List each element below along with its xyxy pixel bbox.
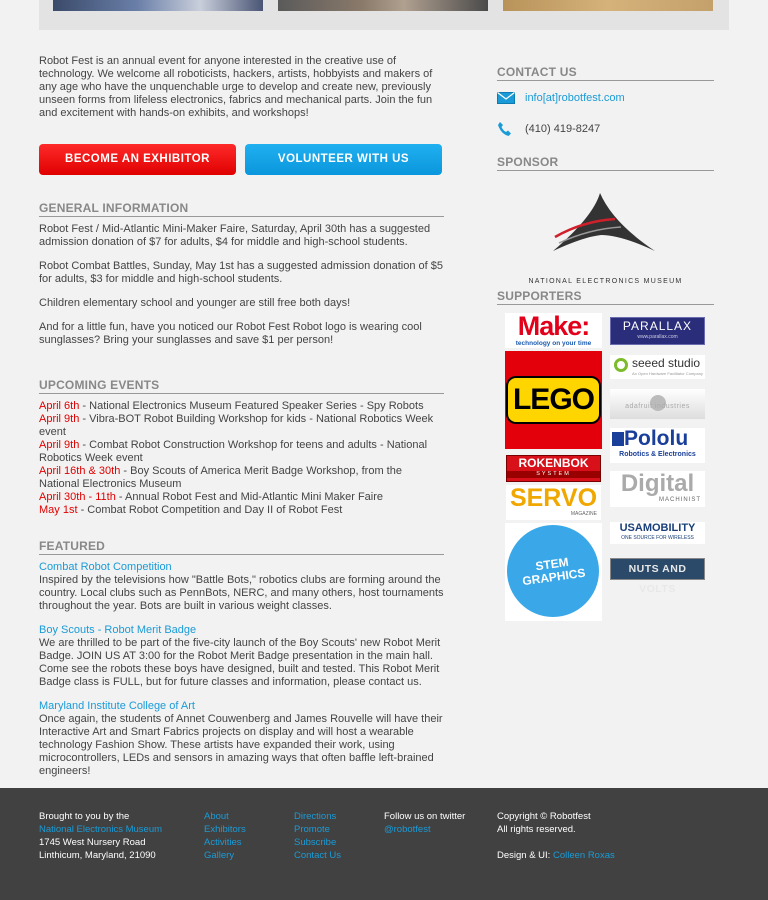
envelope-icon bbox=[497, 92, 525, 104]
footer-link-promote[interactable]: Promote bbox=[294, 824, 330, 835]
event-item bbox=[39, 491, 444, 504]
event-text: - National Electronics Museum Featured Speaker Series - Spy Robots bbox=[79, 400, 424, 412]
parallax-logo[interactable] bbox=[610, 317, 705, 345]
footer-link-activities[interactable]: Activities bbox=[204, 837, 242, 848]
general-paragraph: Robot Combat Battles, Sunday, May 1st has a suggested admission donation of $5 for adults, $3 for middle and high-school students. bbox=[39, 260, 443, 285]
carousel-thumb-3[interactable] bbox=[503, 0, 713, 11]
general-information-heading: GENERAL INFORMATION bbox=[39, 202, 444, 217]
sponsor-logo-graphic bbox=[497, 177, 714, 267]
footer-museum-link[interactable]: National Electronics Museum bbox=[39, 824, 163, 835]
event-text: - Boy Scouts of America Merit Badge Workshop, from the National Electronics Museum bbox=[39, 465, 402, 490]
general-paragraph: Children elementary school and younger are still free both days! bbox=[39, 297, 351, 309]
contact-email-row bbox=[497, 89, 714, 107]
lego-logo-text: LEGO bbox=[506, 376, 601, 424]
footer-copyright-column bbox=[497, 810, 615, 862]
event-date: April 6th bbox=[39, 400, 80, 412]
footer-about-column bbox=[39, 810, 162, 862]
footer-link-gallery[interactable]: Gallery bbox=[204, 850, 235, 861]
featured-body: Once again, the students of Annet Couwenberg and James Rouvelle will have their Interactive Art and Smart Fabrics projects on display and will host a wearable technology Fashion Show. These artists have expanded their work, using microcontrollers, LEDs and sensors in amazing ways that often baffle left-brained engineers! bbox=[39, 713, 443, 777]
footer-link-contact[interactable]: Contact Us bbox=[294, 850, 341, 861]
featured-title-link[interactable]: Maryland Institute College of Art bbox=[39, 700, 195, 712]
sponsor-logo[interactable] bbox=[497, 177, 714, 285]
footer-links-column-1 bbox=[204, 810, 246, 862]
nuts-volts-logo-text: NUTS AND VOLTS bbox=[628, 563, 687, 595]
rokenbok-logo-text: ROKENBOK bbox=[518, 456, 589, 470]
event-text: - Annual Robot Fest and Mid-Atlantic Mini Maker Faire bbox=[115, 491, 384, 503]
seeed-logo-tagline: An Open Hardware Facilitator Company bbox=[632, 371, 703, 376]
upcoming-events-section bbox=[39, 379, 444, 517]
event-date: May 1st bbox=[39, 504, 78, 516]
contact-email-link[interactable]: info[at]robotfest.com bbox=[525, 91, 625, 104]
general-paragraph: Robot Fest / Mid-Atlantic Mini-Maker Faire, Saturday, April 30th has a suggested admission donation of $7 for adults, $4 for middle and high-school students. bbox=[39, 223, 431, 248]
rokenbok-logo[interactable] bbox=[506, 455, 601, 482]
featured-item bbox=[39, 624, 444, 689]
footer-design-credit bbox=[497, 849, 615, 862]
usamobility-logo-tagline: ONE SOURCE FOR WIRELESS bbox=[621, 535, 694, 541]
footer-address-line2: Linthicum, Maryland, 21090 bbox=[39, 850, 156, 861]
event-item bbox=[39, 400, 444, 413]
featured-title-link[interactable]: Combat Robot Competition bbox=[39, 561, 172, 573]
footer-rights: All rights reserved. bbox=[497, 824, 576, 835]
footer-link-subscribe[interactable]: Subscribe bbox=[294, 837, 337, 848]
event-item bbox=[39, 439, 444, 465]
digital-machinist-logo[interactable] bbox=[610, 471, 705, 507]
phone-icon bbox=[497, 121, 525, 137]
pololu-logo[interactable] bbox=[610, 428, 705, 463]
lego-logo[interactable] bbox=[505, 351, 602, 449]
usamobility-logo[interactable] bbox=[610, 522, 705, 544]
stem-logo-text: STEM GRAPHICS bbox=[521, 554, 587, 589]
footer-brought-text: Brought to you by the bbox=[39, 811, 130, 822]
servo-logo[interactable] bbox=[506, 485, 601, 520]
event-date: April 9th bbox=[39, 413, 80, 425]
intro-section bbox=[39, 55, 443, 120]
event-text: - Combat Robot Competition and Day II of Robot Fest bbox=[77, 504, 343, 516]
digital-logo-tagline: MACHINIST bbox=[659, 497, 701, 503]
footer-designer-link[interactable]: Colleen Roxas bbox=[552, 850, 615, 861]
event-item bbox=[39, 465, 444, 491]
general-paragraph: And for a little fun, have you noticed our Robot Fest Robot logo is wearing cool sunglasses? Bring your sunglasses and save $1 per person! bbox=[39, 321, 422, 346]
seeed-leaf-icon bbox=[614, 358, 628, 372]
intro-text: Robot Fest is an annual event for anyone interested in the creative use of technology. We welcome all roboticists, hackers, artists, hobbyists and makers of any age who have the unquenchable urge to develop and create new, previously unseen forms from lifeless electronics, fabrics and mechanical parts. Join the fun and excitement with hands-on exhibits, and workshops! bbox=[39, 55, 433, 119]
featured-item bbox=[39, 561, 444, 613]
featured-body: We are thrilled to be part of the five-city launch of the Boy Scouts' new Robot Merit Badge. JOIN US AT 3:00 for the Robot Merit Badge presentation in the main hall. Come see the robots these boys have designed, built and tested. This Robot Merit Badge class is FULL, but for future classes and information, please contact us. bbox=[39, 637, 441, 688]
footer-design-label: Design & UI: bbox=[497, 850, 553, 861]
featured-heading: FEATURED bbox=[39, 540, 444, 555]
contact-phone: (410) 419-8247 bbox=[525, 122, 601, 135]
servo-logo-tagline: MAGAZINE bbox=[570, 511, 597, 517]
usamobility-logo-text: USAMOBILITY bbox=[619, 522, 696, 534]
featured-section bbox=[39, 540, 444, 789]
contact-section bbox=[497, 66, 714, 151]
make-logo-text: Make: bbox=[517, 311, 590, 341]
footer-twitter-link[interactable]: @robotfest bbox=[384, 824, 431, 835]
parallax-logo-url: www.parallax.com bbox=[637, 334, 678, 340]
servo-logo-text: SERVO bbox=[509, 484, 598, 512]
parallax-logo-text: PARALLAX bbox=[622, 319, 693, 333]
pololu-emblem-icon bbox=[612, 432, 624, 446]
general-information-section bbox=[39, 202, 444, 358]
digital-logo-text: Digital bbox=[620, 470, 695, 497]
cta-buttons bbox=[39, 144, 443, 175]
sponsor-section bbox=[497, 155, 714, 285]
make-logo-tagline: technology on your time bbox=[515, 340, 592, 347]
pololu-logo-text: Pololu bbox=[624, 427, 689, 450]
event-date: April 30th - 11th bbox=[39, 491, 116, 503]
pololu-logo-tagline: Robotics & Electronics bbox=[619, 451, 696, 458]
contact-heading: CONTACT US bbox=[497, 66, 714, 81]
event-text: - Vibra-BOT Robot Building Workshop for kids - National Robotics Week event bbox=[39, 413, 434, 438]
contact-phone-row bbox=[497, 120, 714, 138]
footer-links-column-2 bbox=[294, 810, 341, 862]
event-date: April 9th bbox=[39, 439, 80, 451]
featured-body: Inspired by the televisions how "Battle Bots," robotics clubs are forming around the country. Local clubs such as PennBots, NERC, and many others, host tournaments throughout the year. Bots are built in various weight classes. bbox=[39, 574, 444, 612]
footer-follow-text: Follow us on twitter bbox=[384, 811, 466, 822]
seeed-logo-text: seeed studio bbox=[632, 356, 701, 370]
footer-address-line1: 1745 West Nursery Road bbox=[39, 837, 146, 848]
footer-copyright: Copyright © Robotfest bbox=[497, 811, 591, 822]
seeed-studio-logo[interactable] bbox=[610, 355, 705, 379]
event-date: April 16th & 30th bbox=[39, 465, 121, 477]
stem-graphics-circle bbox=[507, 525, 599, 617]
footer-twitter-column bbox=[384, 810, 465, 836]
event-text: - Combat Robot Construction Workshop for teens and adults - National Robotics Week event bbox=[39, 439, 428, 464]
rokenbok-logo-tagline: SYSTEM bbox=[507, 471, 600, 478]
featured-item bbox=[39, 700, 444, 778]
make-logo[interactable] bbox=[505, 313, 602, 348]
upcoming-events-heading: UPCOMING EVENTS bbox=[39, 379, 444, 394]
supporters-heading: SUPPORTERS bbox=[497, 290, 714, 305]
supporters-section bbox=[497, 290, 714, 311]
footer-link-exhibitors[interactable]: Exhibitors bbox=[204, 824, 246, 835]
footer-link-about[interactable]: About bbox=[204, 811, 229, 822]
featured-title-link[interactable]: Boy Scouts - Robot Merit Badge bbox=[39, 624, 197, 636]
adafruit-logo-text: adafruit industries bbox=[625, 403, 690, 410]
stem-graphics-logo[interactable] bbox=[505, 523, 602, 621]
volunteer-button[interactable]: VOLUNTEER WITH US bbox=[245, 144, 442, 175]
footer-link-directions[interactable]: Directions bbox=[294, 811, 337, 822]
sponsor-heading: SPONSOR bbox=[497, 156, 714, 171]
carousel-thumb-1[interactable] bbox=[53, 0, 263, 11]
sponsor-name: NATIONAL ELECTRONICS MUSEUM bbox=[528, 278, 683, 285]
become-exhibitor-button[interactable]: BECOME AN EXHIBITOR bbox=[39, 144, 236, 175]
event-item bbox=[39, 504, 444, 517]
carousel-thumb-2[interactable] bbox=[278, 0, 488, 11]
site-footer bbox=[0, 788, 768, 900]
adafruit-logo[interactable] bbox=[610, 389, 705, 419]
event-item bbox=[39, 413, 444, 439]
nuts-and-volts-logo[interactable] bbox=[610, 558, 705, 595]
